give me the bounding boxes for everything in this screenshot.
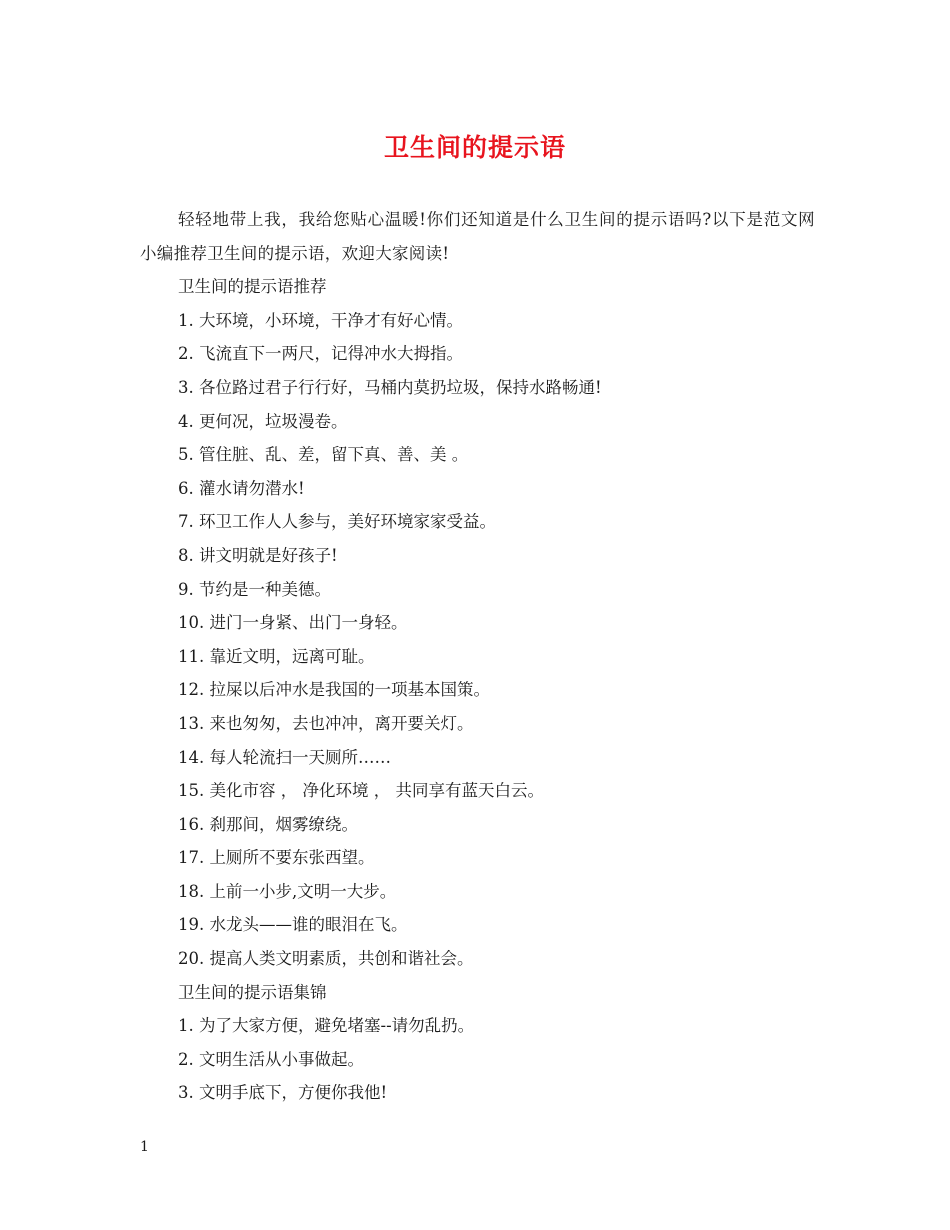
item-number: 18.: [178, 881, 205, 901]
item-number: 19.: [178, 915, 205, 935]
list-item: [140, 875, 815, 909]
item-number: 8.: [178, 545, 194, 565]
list-item: [140, 304, 815, 338]
item-text: 更何况，垃圾漫卷。: [199, 411, 348, 431]
list-item: [140, 841, 815, 875]
list-item: [140, 707, 815, 741]
item-text: 飞流直下一两尺，记得冲水大拇指。: [199, 344, 463, 364]
list-item: [140, 640, 815, 674]
list-item: [140, 472, 815, 506]
item-number: 3.: [178, 1083, 194, 1103]
item-text: 为了大家方便，避免堵塞--请勿乱扔。: [199, 1016, 475, 1036]
item-text: 进门一身紧、出门一身轻。: [209, 613, 408, 633]
item-text: 上前一小步,文明一大步。: [209, 881, 397, 901]
document-title: 卫生间的提示语: [383, 133, 566, 162]
item-text: 靠近文明，远离可耻。: [209, 646, 375, 666]
list-item: [140, 908, 815, 942]
list-item: [140, 1043, 815, 1077]
item-number: 7.: [178, 512, 194, 532]
item-number: 3.: [178, 377, 194, 397]
item-number: 14.: [178, 747, 205, 767]
list-item: [140, 505, 815, 539]
document-body: [140, 203, 815, 1110]
item-number: 15.: [178, 781, 205, 801]
list-item: [140, 405, 815, 439]
item-text: 文明生活从小事做起。: [199, 1049, 364, 1069]
item-number: 17.: [178, 848, 205, 868]
list-item: [140, 438, 815, 472]
item-text: 美化市容 ， 净化环境 ， 共同享有蓝天白云。: [209, 781, 544, 801]
item-text: 节约是一种美德。: [199, 579, 331, 599]
item-text: 提高人类文明素质，共创和谐社会。: [209, 949, 474, 969]
list-item: [140, 1009, 815, 1043]
section-heading-collection: 卫生间的提示语集锦: [178, 982, 327, 1002]
item-number: 2.: [178, 344, 194, 364]
page-number: 1: [140, 1139, 149, 1155]
item-text: 刹那间，烟雾缭绕。: [209, 814, 358, 834]
item-text: 拉屎以后冲水是我国的一项基本国策。: [209, 680, 490, 700]
item-number: 1.: [178, 310, 194, 330]
item-text: 每人轮流扫一天厕所……: [209, 747, 391, 767]
item-number: 1.: [178, 1016, 194, 1036]
item-text: 讲文明就是好孩子!: [199, 545, 338, 565]
list-item: [140, 337, 815, 371]
item-number: 16.: [178, 814, 205, 834]
item-number: 5.: [178, 445, 194, 465]
item-number: 12.: [178, 680, 205, 700]
list-item: [140, 573, 815, 607]
item-text: 文明手底下，方便你我他!: [199, 1083, 388, 1103]
list-item: [140, 741, 815, 775]
item-number: 9.: [178, 579, 194, 599]
list-item: [140, 539, 815, 573]
item-text: 环卫工作人人参与，美好环境家家受益。: [199, 512, 496, 532]
list-item: [140, 1076, 815, 1110]
item-text: 水龙头——谁的眼泪在飞。: [209, 915, 408, 935]
list-item: [140, 808, 815, 842]
list-item: [140, 371, 815, 405]
item-text: 来也匆匆，去也冲冲，离开要关灯。: [209, 713, 474, 733]
item-text: 各位路过君子行行好，马桶内莫扔垃圾，保持水路畅通!: [199, 377, 602, 397]
section-heading-recommended: 卫生间的提示语推荐: [178, 277, 327, 297]
item-number: 10.: [178, 613, 205, 633]
item-text: 管住脏、乱、差，留下真、善、美 。: [199, 445, 469, 465]
item-number: 6.: [178, 478, 194, 498]
list-item: [140, 606, 815, 640]
item-number: 4.: [178, 411, 194, 431]
list-item: [140, 942, 815, 976]
item-number: 13.: [178, 713, 205, 733]
item-text: 大环境，小环境，干净才有好心情。: [199, 310, 463, 330]
list-item: [140, 774, 815, 808]
item-number: 2.: [178, 1049, 194, 1069]
item-text: 灌水请勿潜水!: [199, 478, 305, 498]
list-item: [140, 673, 815, 707]
intro-paragraph: 轻轻地带上我，我给您贴心温暖!你们还知道是什么卫生间的提示语吗?以下是范文网小编推荐卫生间的提示语，欢迎大家阅读!: [140, 210, 815, 263]
item-number: 11.: [178, 646, 205, 666]
item-number: 20.: [178, 949, 205, 969]
item-text: 上厕所不要东张西望。: [209, 848, 375, 868]
